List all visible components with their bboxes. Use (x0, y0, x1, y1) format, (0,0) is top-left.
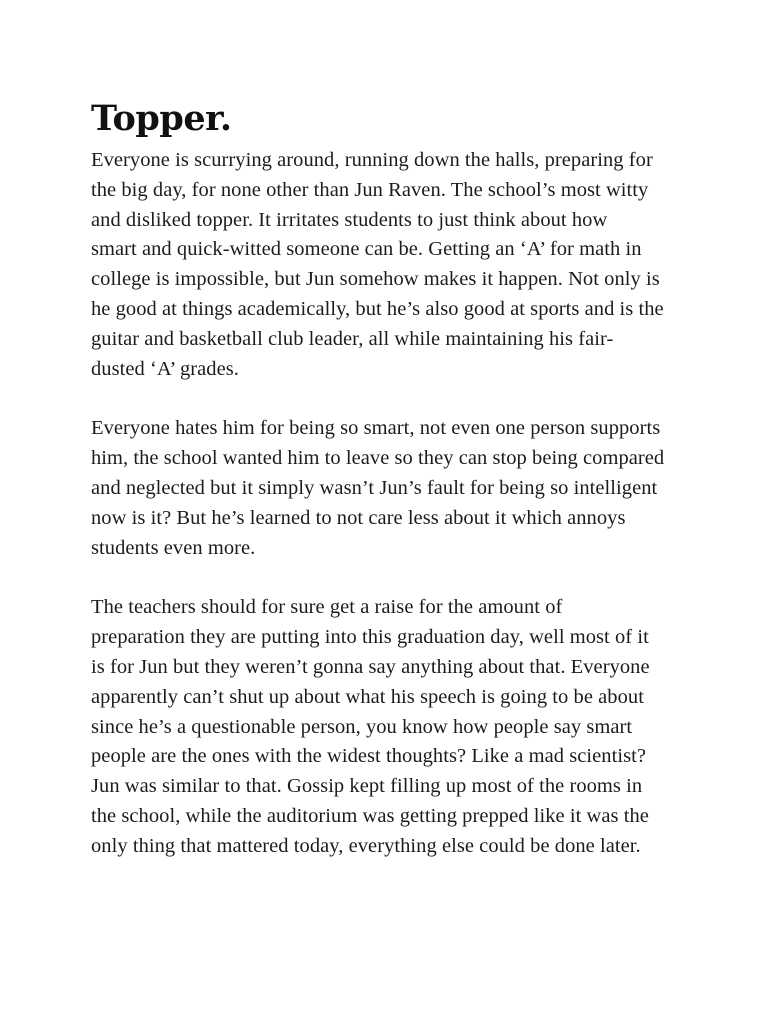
paragraph-1 (91, 146, 691, 384)
text-line: the big day, for none other than Jun Raven. The school’s most witty (91, 178, 649, 201)
text-line: The teachers should for sure get a raise for the amount of (91, 596, 563, 619)
text-line: apparently can’t shut up about what his speech is going to be about (91, 685, 644, 708)
text-line: guitar and basketball club leader, all while maintaining his fair- (91, 327, 614, 350)
text-line: Everyone hates him for being so smart, not even one person supports (91, 417, 661, 440)
text-line: college is impossible, but Jun somehow makes it happen. Not only is (91, 268, 660, 291)
text-line: dusted ‘A’ grades. (91, 357, 239, 380)
text-line: Jun was similar to that. Gossip kept filling up most of the rooms in (91, 775, 643, 798)
document-page (91, 96, 691, 862)
text-line: Everyone is scurrying around, running down the halls, preparing for (91, 149, 653, 171)
page-title: Topper. (91, 98, 232, 139)
text-line: is for Jun but they weren’t gonna say anything about that. Everyone (91, 655, 650, 678)
text-line: people are the ones with the widest thoughts? Like a mad scientist? (91, 745, 646, 768)
text-line: he good at things academically, but he’s also good at sports and is the (91, 297, 664, 320)
text-line: students even more. (91, 536, 256, 559)
text-line: now is it? But he’s learned to not care less about it which annoys (91, 506, 626, 529)
text-line: and disliked topper. It irritates students to just think about how (91, 208, 608, 231)
paragraph-3 (91, 593, 691, 861)
paragraph-2 (91, 414, 691, 563)
text-line: and neglected but it simply wasn’t Jun’s fault for being so intelligent (91, 476, 658, 499)
text-line: the school, while the auditorium was getting prepped like it was the (91, 804, 649, 827)
text-line: only thing that mattered today, everything else could be done later. (91, 834, 641, 857)
text-line: preparation they are putting into this graduation day, well most of it (91, 626, 649, 649)
text-line: since he’s a questionable person, you know how people say smart (91, 715, 633, 738)
text-line: him, the school wanted him to leave so they can stop being compared (91, 447, 665, 470)
text-line: smart and quick-witted someone can be. Getting an ‘A’ for math in (91, 238, 642, 261)
